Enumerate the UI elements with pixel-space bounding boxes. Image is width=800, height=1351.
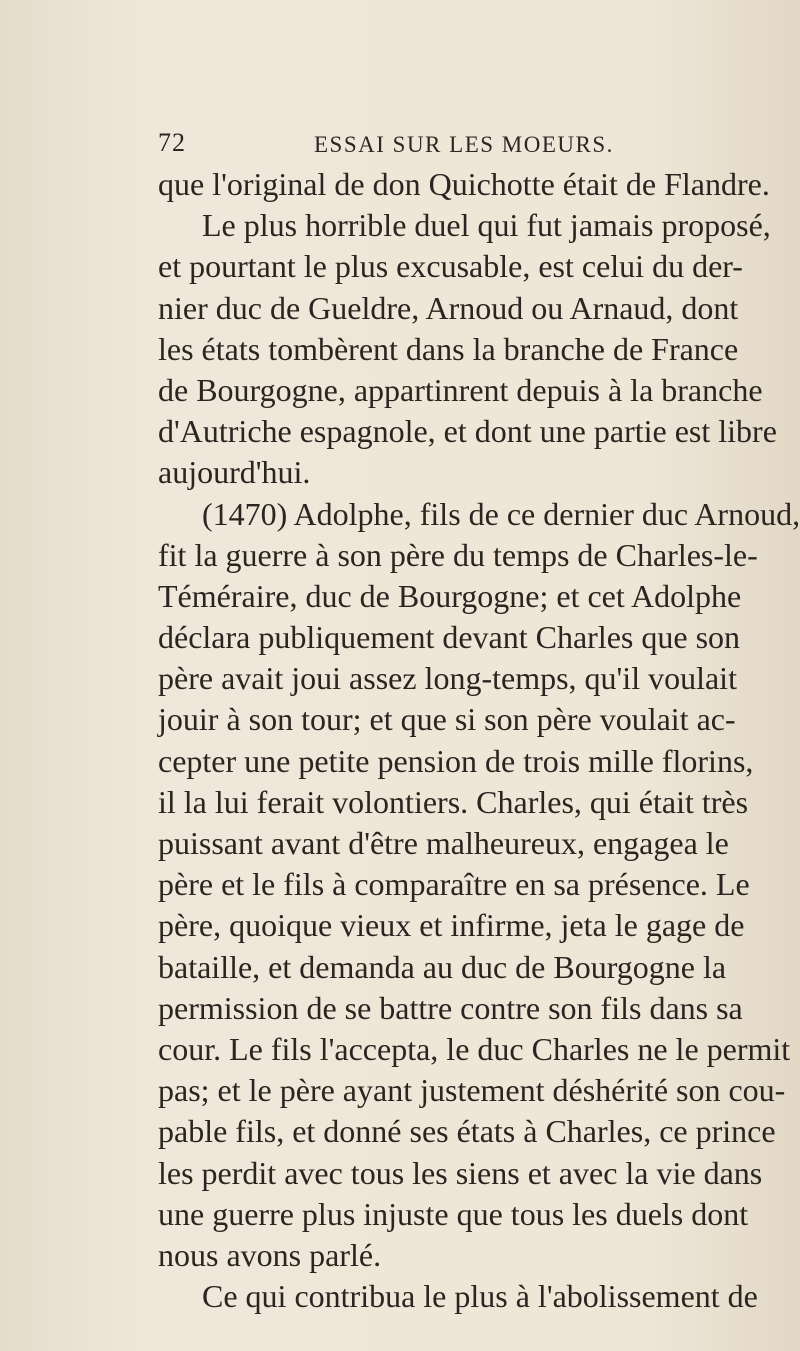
text-line: une guerre plus injuste que tous les duels dont: [158, 1195, 749, 1232]
text-line: Téméraire, duc de Bourgogne; et cet Adolphe: [158, 577, 742, 614]
text-line: nous avons parlé.: [158, 1236, 382, 1273]
text-line: cour. Le fils l'accepta, le duc Charles ne le permit: [158, 1030, 791, 1067]
text-line: Ce qui contribua le plus à l'abolissement de: [202, 1278, 758, 1315]
text-line: déclara publiquement devant Charles que son: [158, 619, 741, 656]
text-line: jouir à son tour; et que si son père voulait ac-: [158, 701, 736, 738]
text-line: pable fils, et donné ses états à Charles, ce prince: [158, 1113, 776, 1150]
text-line: les perdit avec tous les siens et avec la vie dans: [158, 1154, 763, 1191]
text-line: père et le fils à comparaître en sa présence. Le: [158, 866, 750, 903]
text-line: et pourtant le plus excusable, est celui du der-: [158, 248, 743, 285]
page-number: 72: [158, 128, 186, 157]
text-line: puissant avant d'être malheureux, engagea le: [158, 825, 729, 861]
text-line: pas; et le père ayant justement déshérité son cou-: [158, 1072, 786, 1109]
text-line: cepter une petite pension de trois mille florins,: [158, 742, 754, 779]
text-line: nier duc de Gueldre, Arnoud ou Arnaud, dont: [158, 289, 739, 326]
text-line: père, quoique vieux et infirme, jeta le gage de: [158, 907, 745, 944]
text-line: (1470) Adolphe, fils de ce dernier duc Arnoud,: [202, 495, 800, 532]
text-line: que l'original de don Quichotte était de Flandre.: [158, 166, 770, 202]
text-line: d'Autriche espagnole, et dont une partie est libre: [158, 413, 777, 450]
text-line: bataille, et demanda au duc de Bourgogne la: [158, 948, 727, 985]
text-line: aujourd'hui.: [158, 454, 311, 491]
text-line: Le plus horrible duel qui fut jamais proposé,: [202, 207, 771, 244]
text-line: permission de se battre contre son fils dans sa: [158, 989, 743, 1026]
page-header: [158, 128, 718, 168]
text-line: les états tombèrent dans la branche de France: [158, 330, 739, 367]
body-text: [158, 164, 800, 1317]
running-title: ESSAI SUR LES MOEURS.: [314, 132, 614, 157]
text-line: père avait joui assez long-temps, qu'il voulait: [158, 660, 737, 697]
text-line: de Bourgogne, appartinrent depuis à la branche: [158, 371, 763, 408]
text-line: fit la guerre à son père du temps de Charles-le-: [158, 536, 758, 573]
text-line: il la lui ferait volontiers. Charles, qui était très: [158, 783, 749, 820]
